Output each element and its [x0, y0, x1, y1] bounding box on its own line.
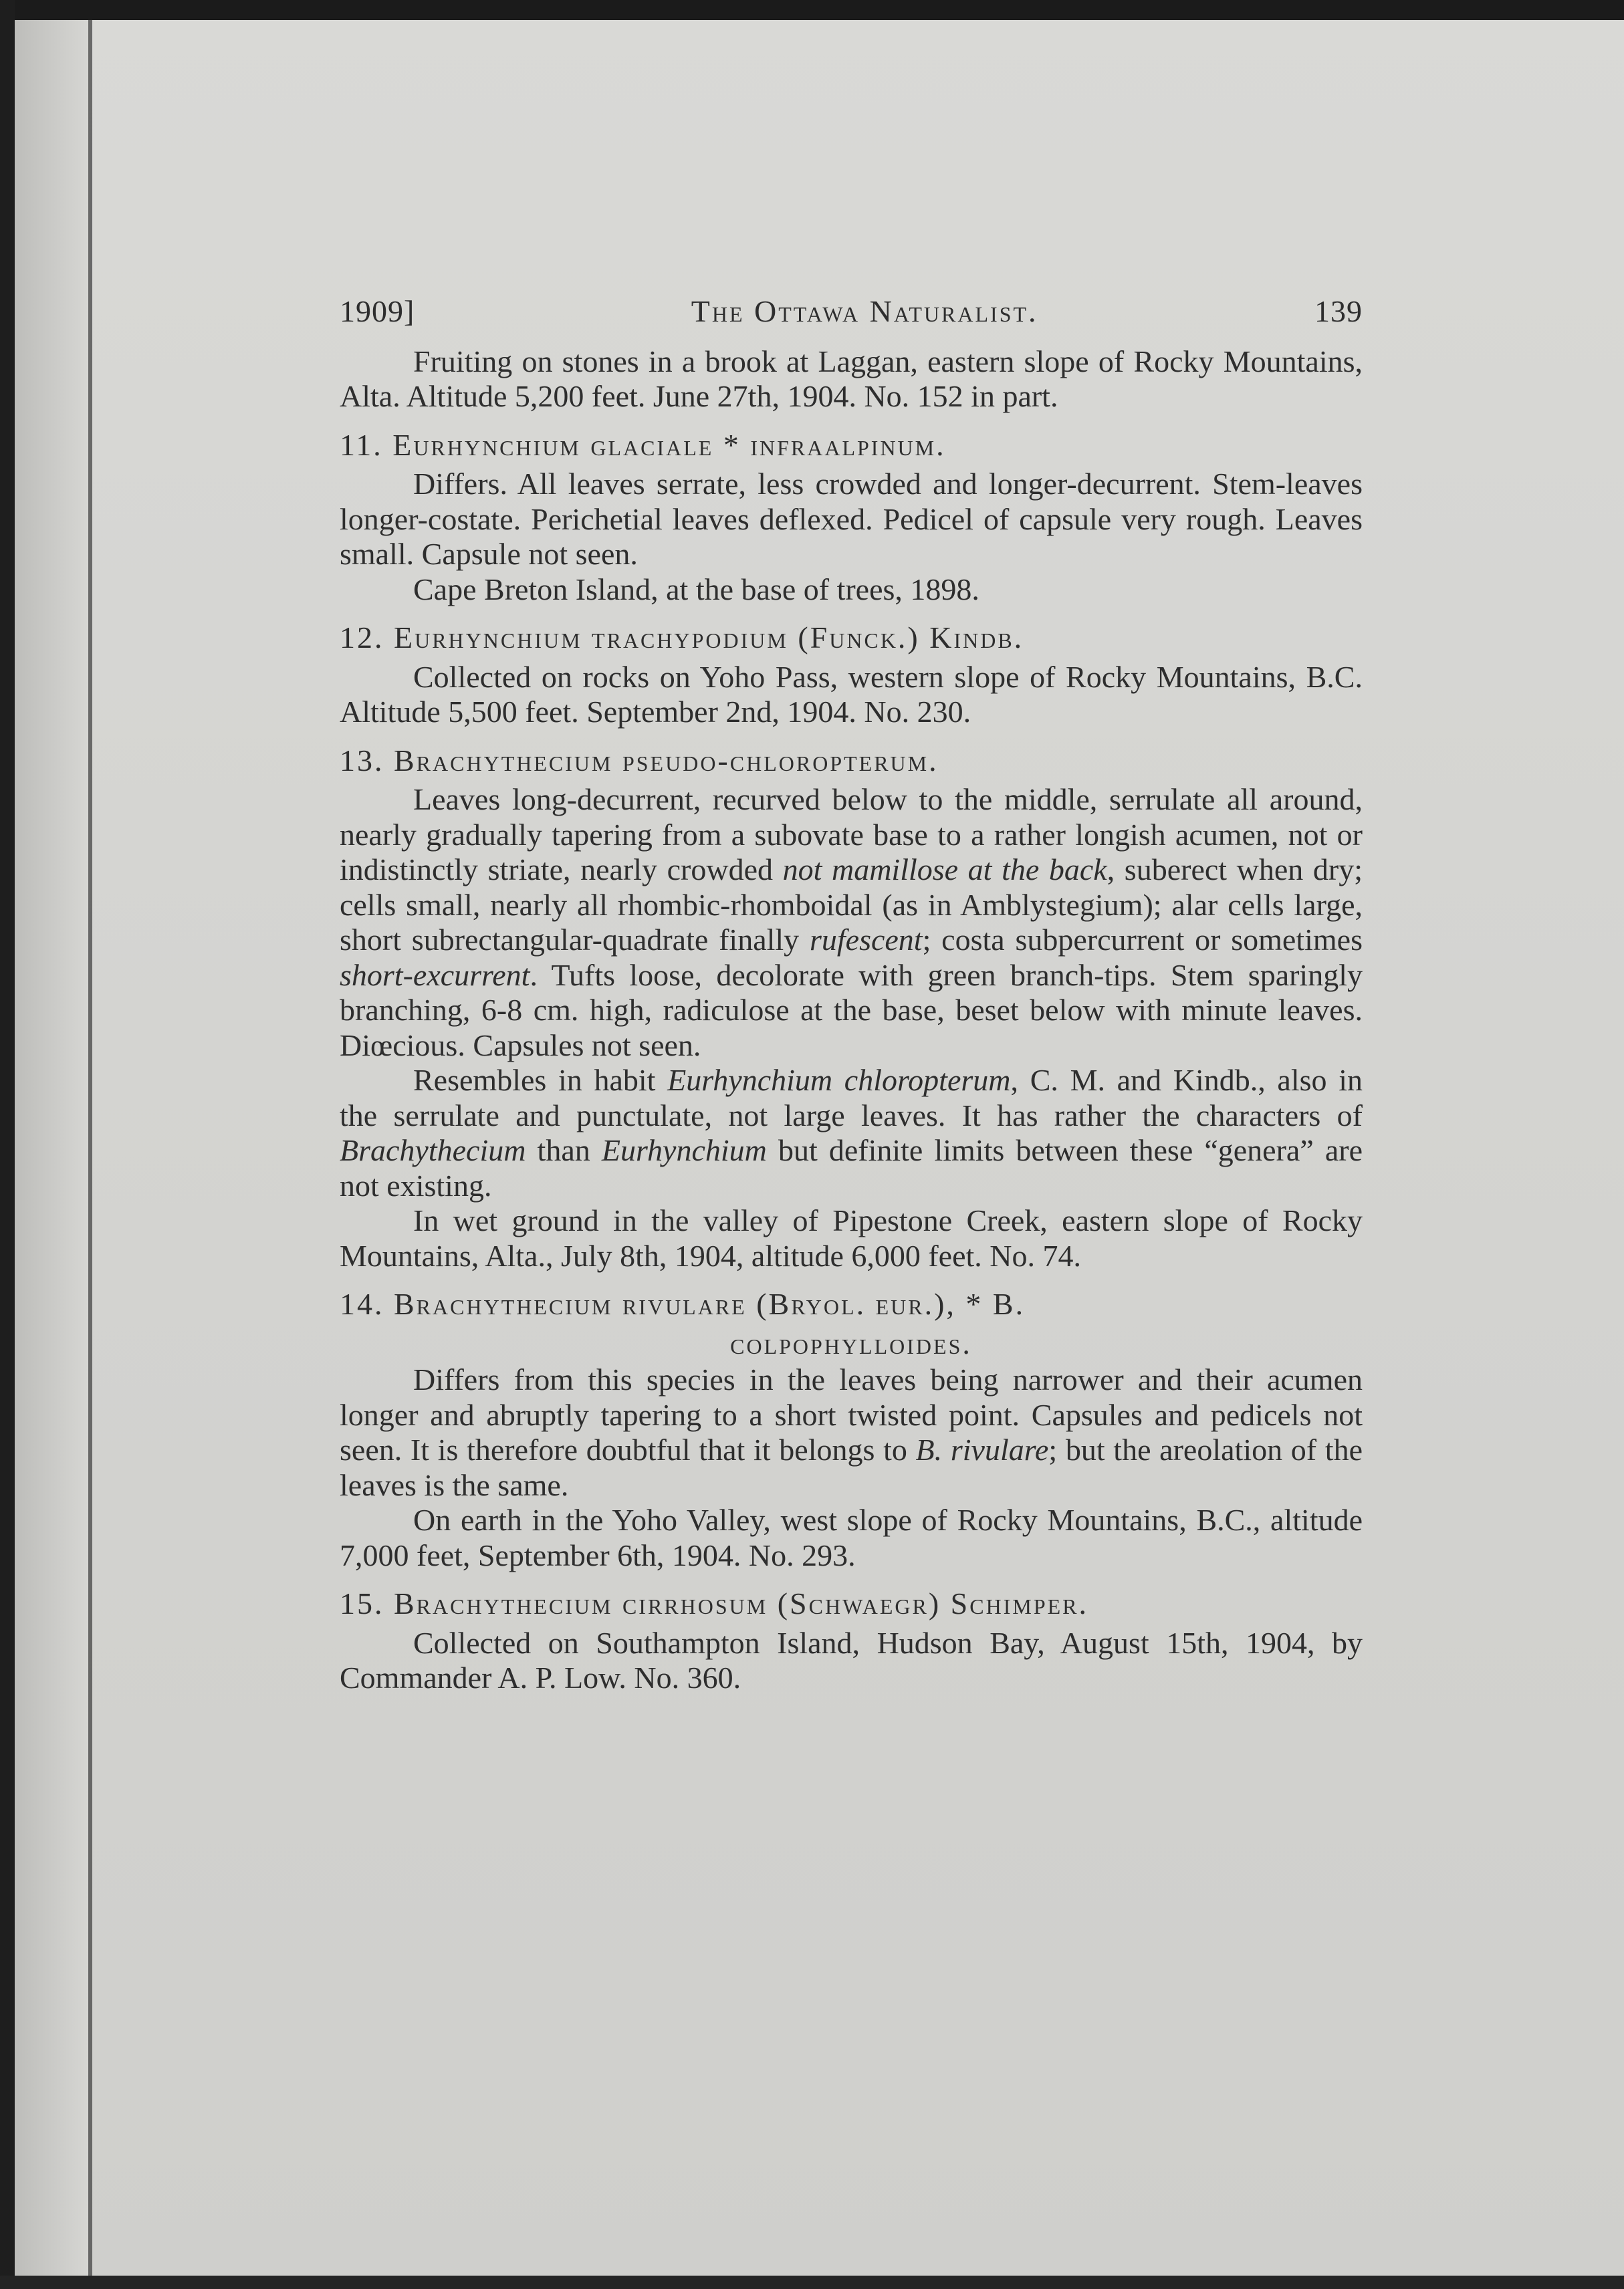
binding-shadow — [15, 20, 88, 2276]
entry-11-paragraph-1: Differs. All leaves serrate, less crowded and longer-decurrent. Stem-leaves longer-costate. Perichetial leaves deflexed. Pedicel of capsule very rough. Leaves small. Capsule not seen. — [340, 467, 1363, 571]
italic-run: Eurhynchium chloropterum — [667, 1063, 1011, 1097]
text-run: . Tufts loose, decolorate with green branch-tips. Stem sparingly branching, 6-8 cm. high, radiculose at the base, beset below with minute leaves. Diœcious. Capsules not seen. — [340, 957, 1363, 1062]
text-run: , C. M. and Kindb., also in the serrulate and punctulate, not large leaves. It has rather the characters of — [340, 1063, 1363, 1132]
scan-border-top — [0, 0, 1624, 20]
text-run: , suberect when dry; cells small, nearly all rhombic-rhomboidal (as in Amblystegium); alar cells large, short subrectangular-quadrate finally — [340, 852, 1363, 957]
entry-heading-13: 13. Brachythecium pseudo-chloropterum. — [340, 743, 939, 777]
text-run: Differs from this species in the leaves being narrower and their acumen longer and abruptly tapering to a short twisted point. Capsules and pedicels not seen. It is therefore doubtful that it belongs to — [340, 1362, 1363, 1467]
page-text — [340, 294, 1363, 1696]
intro-paragraph: Fruiting on stones in a brook at Laggan, eastern slope of Rocky Mountains, Alta. Altitude 5,200 feet. June 27th, 1904. No. 152 in part. — [340, 344, 1363, 413]
italic-run: not mamillose at the back — [782, 852, 1107, 886]
text-run: ; costa subpercurrent or sometimes — [922, 923, 1363, 957]
entry-13-paragraph-1 — [340, 782, 1363, 1063]
entry-heading-14: 14. Brachythecium rivulare (Bryol. eur.), * B. — [340, 1287, 1026, 1321]
entry-13-paragraph-3: In wet ground in the valley of Pipestone Creek, eastern slope of Rocky Mountains, Alta., July 8th, 1904, altitude 6,000 feet. No. 74. — [340, 1203, 1363, 1273]
binding-line — [88, 20, 92, 2276]
scan-border-left — [0, 0, 15, 2289]
italic-run: Eurhynchium — [601, 1133, 767, 1167]
text-run: but definite limits between these “genera” are not existing. — [340, 1133, 1363, 1203]
entry-11-paragraph-2: Cape Breton Island, at the base of trees, 1898. — [413, 572, 979, 606]
entry-13-paragraph-2 — [340, 1063, 1363, 1203]
entry-15-paragraph-1: Collected on Southampton Island, Hudson Bay, August 15th, 1904, by Commander A. P. Low. No. 360. — [340, 1625, 1363, 1695]
scan-border-bottom — [0, 2276, 1624, 2289]
entry-heading-14-line2: colpophylloides. — [730, 1326, 972, 1360]
text-run: than — [526, 1133, 602, 1167]
entry-14-paragraph-1 — [340, 1362, 1363, 1503]
italic-run: Brachythecium — [340, 1133, 526, 1167]
entry-heading-11: 11. Eurhynchium glaciale * infraalpinum. — [340, 427, 946, 462]
entry-14-paragraph-2: On earth in the Yoho Valley, west slope of Rocky Mountains, B.C., altitude 7,000 feet, September 6th, 1904. No. 293. — [340, 1503, 1363, 1572]
entry-heading-12: 12. Eurhynchium trachypodium (Funck.) Kindb. — [340, 620, 1024, 654]
italic-run: B. rivulare — [915, 1433, 1049, 1467]
text-run: Leaves long-decurrent, recurved below to the middle, serrulate all around, nearly gradually tapering from a subovate base to a rather longish acumen, not or indistinctly striate, nearly crowded — [340, 782, 1363, 886]
text-run: Resembles in habit — [413, 1063, 668, 1097]
entry-12-paragraph-1: Collected on rocks on Yoho Pass, western slope of Rocky Mountains, B.C. Altitude 5,500 feet. September 2nd, 1904. No. 230. — [340, 659, 1363, 729]
page-number: 139 — [1314, 294, 1363, 328]
running-header — [340, 294, 1363, 330]
header-year: 1909] — [340, 294, 415, 328]
journal-title: The Ottawa Naturalist. — [691, 294, 1038, 328]
text-run: ; but the areolation of the leaves is the same. — [340, 1433, 1363, 1502]
entry-heading-15: 15. Brachythecium cirrhosum (Schwaegr) Schimper. — [340, 1586, 1088, 1620]
italic-run: short-excurrent — [340, 957, 530, 992]
italic-run: rufescent — [809, 923, 923, 957]
